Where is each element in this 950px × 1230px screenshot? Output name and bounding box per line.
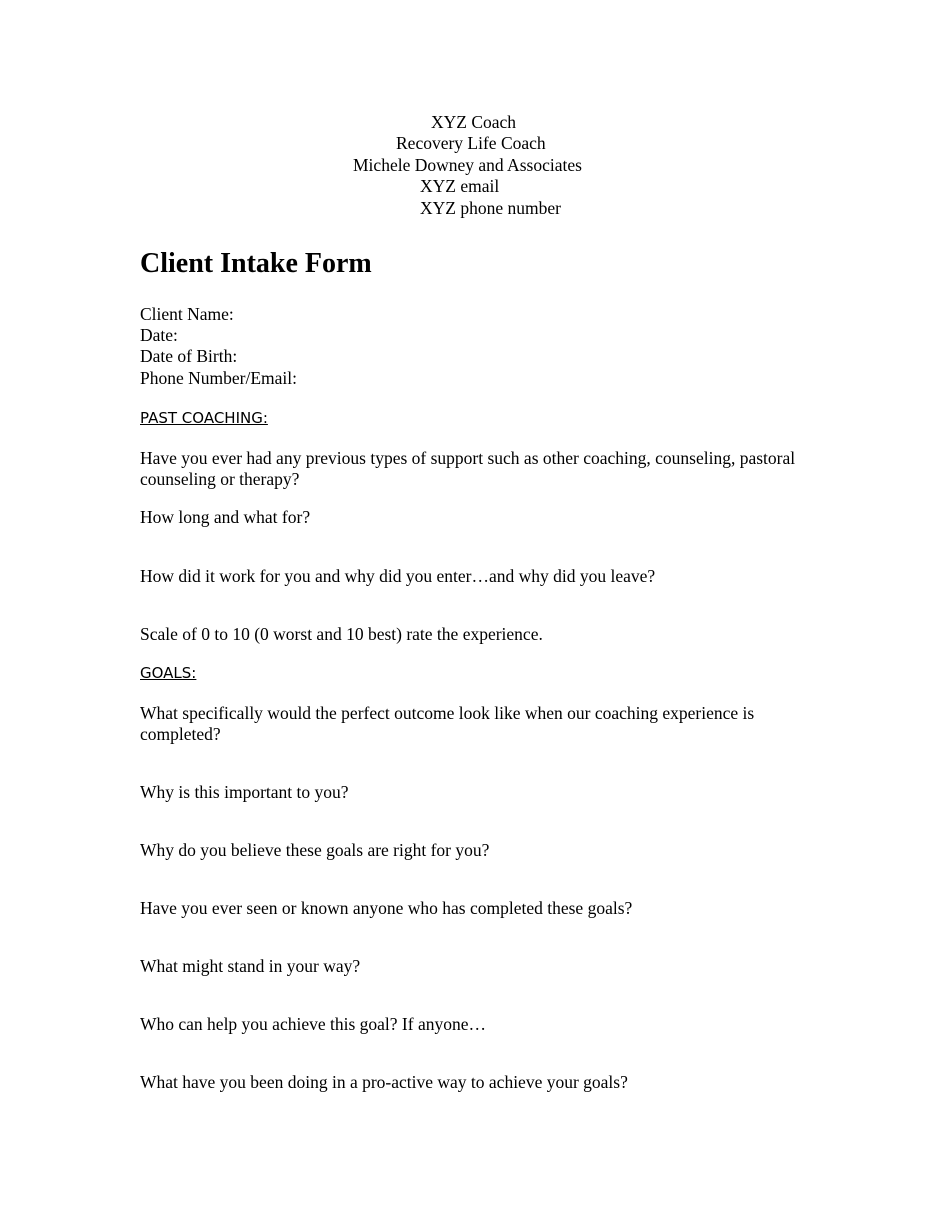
letterhead-email: XYZ email (420, 176, 500, 196)
question-seen-anyone: Have you ever seen or known anyone who has completed these goals? (140, 898, 633, 918)
question-why-important: Why is this important to you? (140, 782, 349, 802)
letterhead-role: Recovery Life Coach (396, 133, 546, 153)
question-how-long: How long and what for? (140, 507, 311, 527)
question-perfect-outcome: What specifically would the perfect outcome look like when our coaching experience is completed? (140, 703, 755, 744)
client-name-label: Client Name: (140, 304, 234, 324)
question-previous-support: Have you ever had any previous types of support such as other coaching, counseling, pastoral counseling or therapy? (140, 448, 796, 489)
date-of-birth-label: Date of Birth: (140, 346, 238, 366)
letterhead-phone: XYZ phone number (420, 198, 561, 218)
question-pro-active: What have you been doing in a pro-active way to achieve your goals? (140, 1072, 628, 1092)
page-title: Client Intake Form (140, 248, 372, 279)
goals-heading: GOALS: (140, 664, 197, 682)
date-label: Date: (140, 325, 178, 345)
question-why-believe: Why do you believe these goals are right for you? (140, 840, 490, 860)
question-stand-in-way: What might stand in your way? (140, 956, 361, 976)
letterhead-company: Michele Downey and Associates (353, 155, 582, 175)
letterhead-coach-name: XYZ Coach (431, 112, 517, 132)
question-who-can-help: Who can help you achieve this goal? If anyone… (140, 1014, 486, 1034)
phone-email-label: Phone Number/Email: (140, 368, 297, 388)
question-rate-experience: Scale of 0 to 10 (0 worst and 10 best) rate the experience. (140, 624, 543, 644)
question-how-did-it-work: How did it work for you and why did you enter…and why did you leave? (140, 566, 656, 586)
past-coaching-heading: PAST COACHING: (140, 409, 268, 427)
